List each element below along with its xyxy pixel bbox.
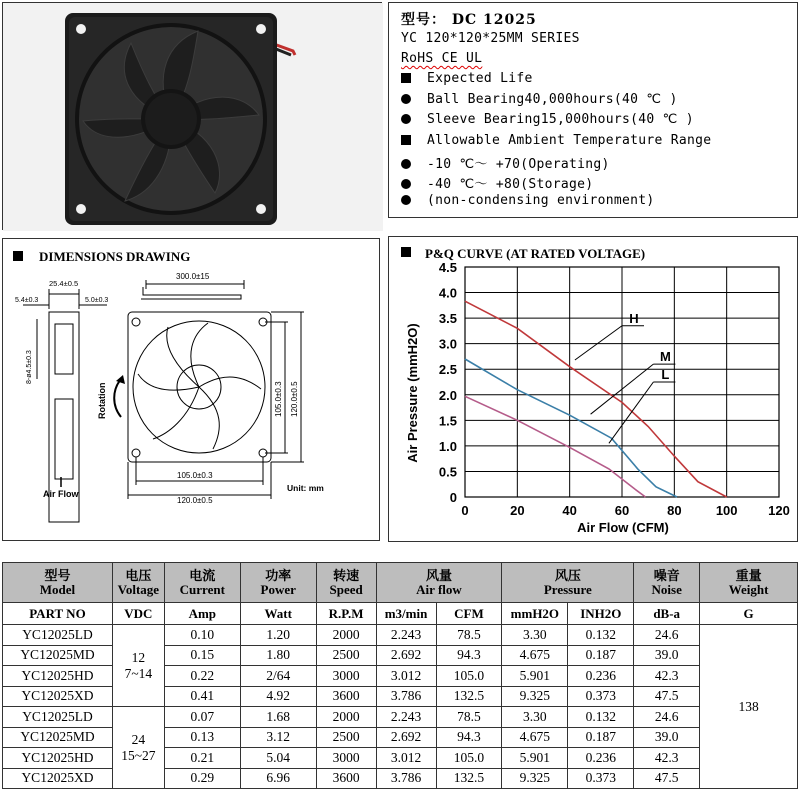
speed-cell: 2500 (316, 727, 376, 748)
square-bullet-icon (401, 247, 411, 257)
noise-cell: 42.3 (634, 748, 700, 769)
unit-cell: Amp (164, 603, 240, 625)
part-no-cell: YC12025LD (3, 625, 113, 646)
power-cell: 3.12 (240, 727, 316, 748)
unit-cell: Watt (240, 603, 316, 625)
unit-cell: dB-a (634, 603, 700, 625)
series-label-l: L (661, 367, 670, 382)
dim-hole: 8-ø4.5±0.3 (26, 350, 33, 384)
m3min-cell: 3.786 (376, 686, 436, 707)
dot-bullet-icon (401, 179, 411, 189)
chart-title: P&Q CURVE (AT RATED VOLTAGE) (425, 246, 646, 261)
part-no-cell: YC12025HD (3, 748, 113, 769)
inh2o-cell: 0.236 (568, 666, 634, 687)
col-model: 型号 Model (3, 563, 113, 603)
square-bullet-icon (401, 73, 411, 83)
noncondensing-line: (non-condensing environment) (401, 193, 655, 208)
current-cell: 0.21 (164, 748, 240, 769)
m3min-cell: 3.012 (376, 748, 436, 769)
part-no-cell: YC12025XD (3, 768, 113, 789)
dimensions-title: DIMENSIONS DRAWING (39, 249, 191, 264)
dimensions-panel (2, 238, 380, 541)
power-cell: 2/64 (240, 666, 316, 687)
m3min-cell: 3.012 (376, 666, 436, 687)
col-noise: 噪音 Noise (634, 563, 700, 603)
inh2o-cell: 0.373 (568, 768, 634, 789)
table-row (3, 707, 798, 728)
current-cell: 0.07 (164, 707, 240, 728)
noise-cell: 39.0 (634, 727, 700, 748)
temp-heading: Allowable Ambient Temperature Range (401, 133, 711, 148)
x-tick-label: 100 (715, 503, 738, 518)
unit-cell: PART NO (3, 603, 113, 625)
rotation-label: Rotation (97, 382, 107, 419)
x-axis-label: Air Flow (CFM) (577, 520, 669, 535)
storage-line: -40 ℃～ +80(Storage) (401, 173, 593, 192)
table-row (3, 625, 798, 646)
series-label-m: M (659, 349, 671, 365)
speed-cell: 2000 (316, 707, 376, 728)
unit-cell: R.P.M (316, 603, 376, 625)
ball-bearing-line: Ball Bearing40,000hours(40 ℃ ) (401, 92, 678, 107)
cfm-cell: 132.5 (436, 686, 502, 707)
inh2o-cell: 0.373 (568, 686, 634, 707)
noise-cell: 39.0 (634, 645, 700, 666)
cfm-cell: 94.3 (436, 645, 502, 666)
part-no-cell: YC12025HD (3, 666, 113, 687)
x-tick-label: 0 (461, 503, 469, 518)
pq-curve-panel (388, 236, 798, 542)
rotation-arrow-icon (114, 379, 121, 417)
mmh2o-cell: 4.675 (502, 645, 568, 666)
chart-grid (465, 267, 779, 497)
header-row (3, 563, 798, 603)
inh2o-cell: 0.187 (568, 645, 634, 666)
x-tick-label: 40 (562, 503, 577, 518)
specs-table (2, 562, 798, 789)
x-tick-label: 80 (667, 503, 682, 518)
x-tick-label: 20 (510, 503, 525, 518)
col-airflow: 风量 Air flow (376, 563, 502, 603)
unit-cell: CFM (436, 603, 502, 625)
noise-cell: 24.6 (634, 707, 700, 728)
mmh2o-cell: 3.30 (502, 707, 568, 728)
inh2o-cell: 0.187 (568, 727, 634, 748)
y-tick-label: 4.5 (438, 260, 457, 275)
cfm-cell: 94.3 (436, 727, 502, 748)
sleeve-bearing-line: Sleeve Bearing15,000hours(40 ℃ ) (401, 112, 694, 127)
part-no-cell: YC12025XD (3, 686, 113, 707)
weight-cell: 138 (700, 625, 798, 789)
power-cell: 6.96 (240, 768, 316, 789)
power-cell: 1.20 (240, 625, 316, 646)
m3min-cell: 3.786 (376, 768, 436, 789)
part-no-cell: YC12025MD (3, 645, 113, 666)
voltage-cell: 24 15~27 (112, 707, 164, 789)
speed-cell: 2000 (316, 625, 376, 646)
unit-cell: m3/min (376, 603, 436, 625)
model-title: 型号： DC 12025 (401, 12, 537, 28)
noise-cell: 42.3 (634, 666, 700, 687)
operating-line: -10 ℃～ +70(Operating) (401, 153, 610, 172)
noise-cell: 47.5 (634, 768, 700, 789)
part-no-cell: YC12025MD (3, 727, 113, 748)
m3min-cell: 2.243 (376, 707, 436, 728)
unit-cell: G (700, 603, 798, 625)
current-cell: 0.10 (164, 625, 240, 646)
col-pressure: 风压 Pressure (502, 563, 634, 603)
cfm-cell: 78.5 (436, 625, 502, 646)
cfm-cell: 105.0 (436, 666, 502, 687)
part-no-cell: YC12025LD (3, 707, 113, 728)
square-bullet-icon (401, 135, 411, 145)
y-tick-label: 0 (449, 490, 457, 505)
square-bullet-icon (13, 251, 23, 261)
mmh2o-cell: 9.325 (502, 686, 568, 707)
speed-cell: 3000 (316, 748, 376, 769)
m3min-cell: 2.692 (376, 645, 436, 666)
speed-cell: 3600 (316, 686, 376, 707)
col-speed: 转速 Speed (316, 563, 376, 603)
x-tick-label: 120 (768, 503, 790, 518)
current-cell: 0.15 (164, 645, 240, 666)
power-cell: 5.04 (240, 748, 316, 769)
cfm-cell: 105.0 (436, 748, 502, 769)
y-tick-label: 2.5 (438, 362, 457, 378)
unit-cell: VDC (112, 603, 164, 625)
speed-cell: 3600 (316, 768, 376, 789)
y-tick-label: 2.0 (438, 387, 457, 403)
dim-120-horizontal: 120.0±0.5 (177, 496, 213, 505)
dim-5-0: 5.0±0.3 (85, 297, 109, 304)
unit-cell: INH2O (568, 603, 634, 625)
current-cell: 0.41 (164, 686, 240, 707)
inh2o-cell: 0.236 (568, 748, 634, 769)
noise-cell: 24.6 (634, 625, 700, 646)
dim-25-4: 25.4±0.5 (49, 279, 79, 288)
cert-line: RoHS CE UL (401, 51, 483, 66)
current-cell: 0.13 (164, 727, 240, 748)
mmh2o-cell: 5.901 (502, 666, 568, 687)
y-tick-label: 3.0 (438, 336, 457, 352)
m3min-cell: 2.243 (376, 625, 436, 646)
unit-cell: mmH2O (502, 603, 568, 625)
cfm-cell: 132.5 (436, 768, 502, 789)
noise-cell: 47.5 (634, 686, 700, 707)
inh2o-cell: 0.132 (568, 707, 634, 728)
y-tick-label: 0.5 (438, 464, 457, 480)
unit-label: Unit: mm (287, 483, 324, 493)
power-cell: 1.80 (240, 645, 316, 666)
speed-cell: 3000 (316, 666, 376, 687)
voltage-cell: 12 7~14 (112, 625, 164, 707)
dim-cable: 300.0±15 (176, 272, 210, 281)
life-heading: Expected Life (401, 71, 533, 86)
dimensions-drawing (3, 239, 381, 542)
cfm-cell: 78.5 (436, 707, 502, 728)
dot-bullet-icon (401, 114, 411, 124)
dot-bullet-icon (401, 195, 411, 205)
dim-105-vertical: 105.0±0.3 (274, 381, 283, 417)
x-tick-label: 60 (614, 503, 630, 518)
fan-photo (3, 3, 383, 231)
dot-bullet-icon (401, 94, 411, 104)
dot-bullet-icon (401, 159, 411, 169)
dim-5-4: 5.4±0.3 (15, 297, 39, 304)
dim-105-horizontal: 105.0±0.3 (177, 471, 213, 480)
power-cell: 1.68 (240, 707, 316, 728)
fan-photo-panel (2, 2, 382, 230)
y-axis-label: Air Pressure (mmH2O) (405, 323, 420, 463)
series-label-h: H (629, 310, 639, 326)
y-tick-label: 3.5 (438, 311, 457, 327)
inh2o-cell: 0.132 (568, 625, 634, 646)
power-cell: 4.92 (240, 686, 316, 707)
specs-panel (388, 2, 798, 218)
dim-120-vertical: 120.0±0.5 (290, 381, 299, 417)
col-voltage: 电压 Voltage (112, 563, 164, 603)
pq-chart (389, 237, 799, 543)
y-tick-label: 1.0 (438, 438, 457, 454)
y-tick-label: 4.0 (438, 285, 457, 301)
mmh2o-cell: 4.675 (502, 727, 568, 748)
col-weight: 重量 Weight (700, 563, 798, 603)
mmh2o-cell: 9.325 (502, 768, 568, 789)
mmh2o-cell: 5.901 (502, 748, 568, 769)
series-line: YC 120*120*25MM SERIES (401, 31, 580, 46)
current-cell: 0.29 (164, 768, 240, 789)
current-cell: 0.22 (164, 666, 240, 687)
speed-cell: 2500 (316, 645, 376, 666)
mmh2o-cell: 3.30 (502, 625, 568, 646)
airflow-label: Air Flow (43, 489, 79, 499)
table-body (3, 625, 798, 789)
m3min-cell: 2.692 (376, 727, 436, 748)
col-current: 电流 Current (164, 563, 240, 603)
y-tick-label: 1.5 (438, 413, 457, 429)
unit-row (3, 603, 798, 625)
col-power: 功率 Power (240, 563, 316, 603)
